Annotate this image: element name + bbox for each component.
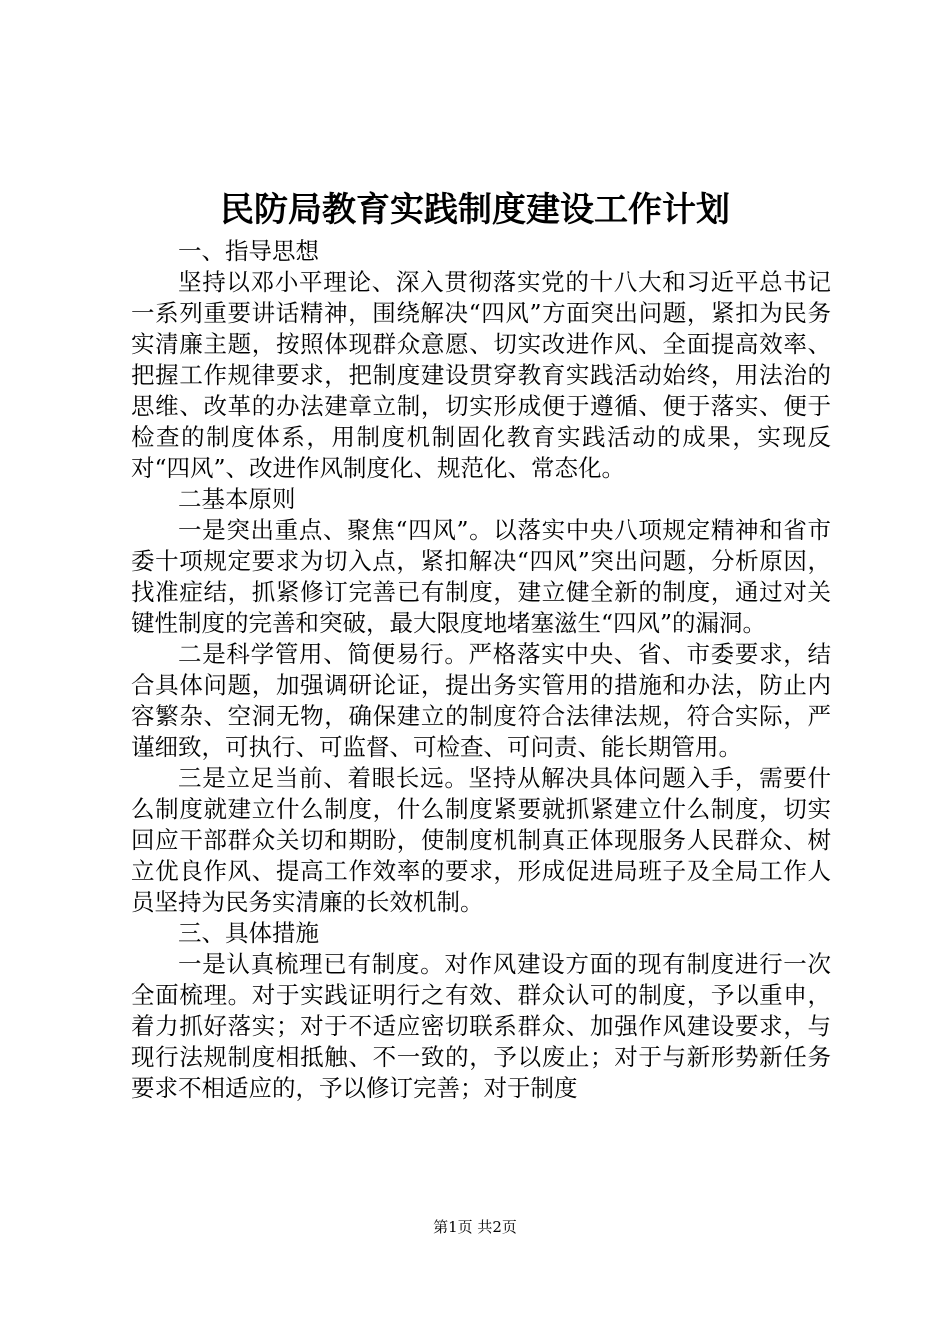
heading-basic-principles: 二基本原则 bbox=[178, 485, 296, 513]
paragraph-principle-1: 一是突出重点、聚焦“四风”。以落实中央八项规定精神和省市委十项规定要求为切入点，紧扣解决“四风”突出问题，分析原因，找准症结，抓紧修订完善已有制度，建立健全新的制度，通过对关键性制度的完善和突破，最大限度地堵塞滋生“四风”的漏洞。 bbox=[131, 516, 831, 637]
document-title: 民防局教育实践制度建设工作计划 bbox=[220, 190, 730, 230]
document-body bbox=[131, 236, 831, 1104]
paragraph-guiding-ideology: 坚持以邓小平理论、深入贯彻落实党的十八大和习近平总书记一系列重要讲话精神，围绕解决“四风”方面突出问题，紧扣为民务实清廉主题，按照体现群众意愿、切实改进作风、全面提高效率、把握工作规律要求，把制度建设贯穿教育实践活动始终，用法治的思维、改革的办法建章立制，切实形成便于遵循、便于落实、便于检查的制度体系，用制度机制固化教育实践活动的成果，实现反对“四风”、改进作风制度化、规范化、常态化。 bbox=[131, 268, 831, 482]
heading-guiding-ideology: 一、指导思想 bbox=[178, 237, 319, 265]
paragraph-measure-1: 一是认真梳理已有制度。对作风建设方面的现有制度进行一次全面梳理。对于实践证明行之有效、群众认可的制度，予以重申，着力抓好落实；对于不适应密切联系群众、加强作风建设要求，与现行法规制度相抵触、不一致的，予以废止；对于与新形势新任务要求不相适应的，予以修订完善；对于制度 bbox=[131, 950, 831, 1102]
paragraph-principle-2: 二是科学管用、简便易行。严格落实中央、省、市委要求，结合具体问题，加强调研论证，提出务实管用的措施和办法，防止内容繁杂、空洞无物，确保建立的制度符合法律法规，符合实际，严谨细致，可执行、可监督、可检查、可问责、能长期管用。 bbox=[131, 640, 831, 761]
page-footer: 第1页 共2页 bbox=[433, 1218, 517, 1236]
paragraph-principle-3: 三是立足当前、着眼长远。坚持从解决具体问题入手，需要什么制度就建立什么制度，什么制度紧要就抓紧建立什么制度，切实回应干部群众关切和期盼，使制度机制真正体现服务人民群众、树立优良作风、提高工作效率的要求，形成促进局班子及全局工作人员坚持为民务实清廉的长效机制。 bbox=[131, 764, 831, 916]
heading-specific-measures: 三、具体措施 bbox=[178, 919, 319, 947]
